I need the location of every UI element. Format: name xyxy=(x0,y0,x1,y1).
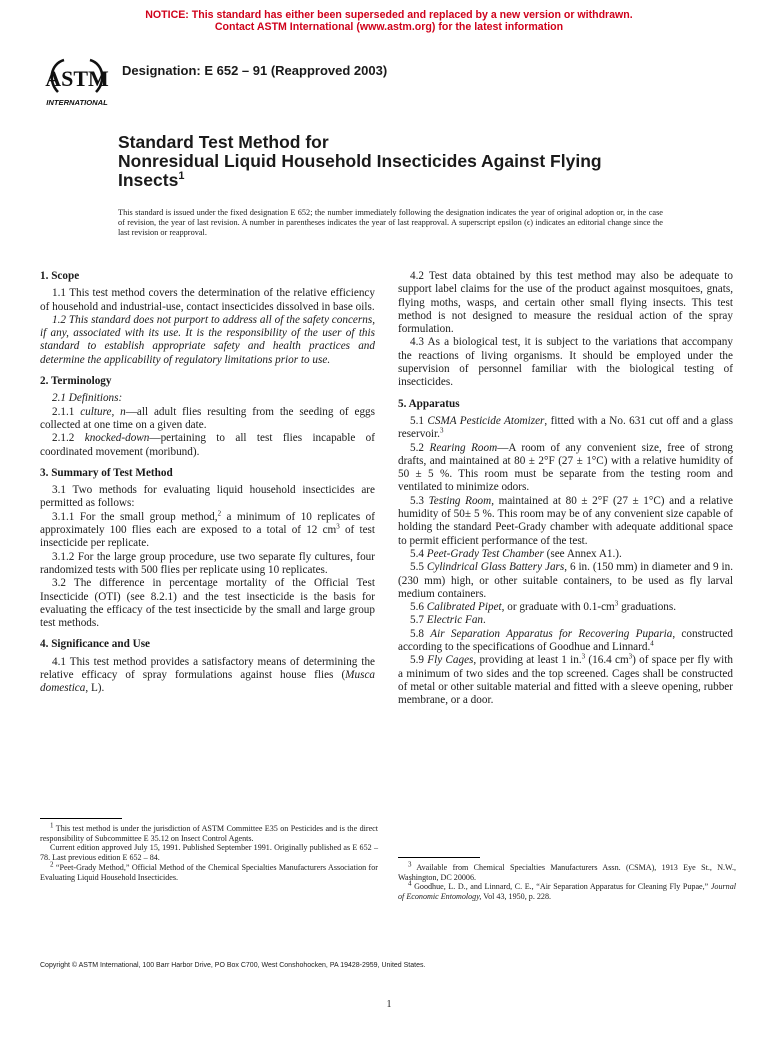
para-5-1: 5.1 CSMA Pesticide Atomizer, fitted with a No. 631 cut off and a glass reservoir.$^3$ xyxy=(398,414,733,441)
footnote-4: $^4$ Goodhue, L. D., and Linnard, C. E., “Air Separation Apparatus for Cleaning Fly Pupae,” Journal of Economic Entomology, Vol 43, 1950, p. 228. xyxy=(398,879,736,902)
para-5-7: 5.7 Electric Fan. xyxy=(410,614,486,627)
footnotes-right xyxy=(398,860,737,902)
para-2-1: 2.1 Definitions: xyxy=(52,392,123,405)
para-5-8: 5.8 Air Separation Apparatus for Recovering Puparia, constructed according to the specifications of Goodhue and Linnard.$^4$ xyxy=(398,627,734,654)
title-line-1: Standard Test Method for xyxy=(118,132,329,152)
para-4-2: 4.2 Test data obtained by this test method may also be adequate to support label claims for the use of the product against mosquitoes, gnats, flying moths, wasps, and certain other small flying insects. This test method is not designed to measure the residual action of the spray formulation. xyxy=(398,270,733,336)
section-4-heading: 4. Significance and Use xyxy=(40,638,151,651)
footnote-3: $^3$ Available from Chemical Specialties Manufacturers Assn. (CSMA), 1913 Eye St., N.W., Washington, DC 20006. xyxy=(398,860,737,882)
notice-line-1: NOTICE: This standard has either been superseded and replaced by a new version or withdrawn. xyxy=(145,9,633,21)
title-line-3: Insects$^1$ xyxy=(118,170,185,190)
section-1-heading: 1. Scope xyxy=(40,270,80,282)
footnote-2: $^2$ “Peet-Grady Method,” Official Method of the Chemical Specialties Manufacturers Association for Evaluating Liquid Household Insecticides. xyxy=(40,860,378,882)
footnote-1: $^1$ This test method is under the jurisdiction of ASTM Committee E35 on Pesticides and is the direct responsibility of Subcommittee E 35.12 on Insect Control Agents. xyxy=(40,821,378,843)
left-column xyxy=(40,270,375,696)
notice-line-2: Contact ASTM International (www.astm.org) for the latest information xyxy=(214,21,564,33)
para-3-1: 3.1 Two methods for evaluating liquid household insecticides are permitted as follows: xyxy=(40,484,375,510)
footnote-rule-right xyxy=(398,857,480,858)
para-3-2: 3.2 The difference in percentage mortality of the Official Test Insecticide (OTI) (see 8.2.1) and the test insecticide is the basis for evaluating the efficacy of the test insecticide by the small and large group test methods. xyxy=(40,577,375,630)
section-2-heading: 2. Terminology xyxy=(40,375,112,388)
astm-logo xyxy=(44,52,110,108)
para-5-3: 5.3 Testing Room, maintained at 80 ± 2°F (27 ± 1°C) and a relative humidity of 50± 5 %. This room may be of any convenient size capable of holding the standard Peet-Grady chamber with adequate additional space to permit efficient performance of the test. xyxy=(398,494,733,547)
withdrawal-notice xyxy=(0,9,778,33)
section-5-heading: 5. Apparatus xyxy=(398,397,460,410)
logo-letters: ASTM xyxy=(45,66,109,91)
footnote-1-edition: Current edition approved July 15, 1991. Published September 1991. Originally published as E 652 – 78. Last previous edition E 652 – 84. xyxy=(40,843,378,863)
page-number: 1 xyxy=(386,999,392,1010)
para-1-1: 1.1 This test method covers the determination of the relative efficiency of household and industrial-use, contact insecticides dissolved in base oils. xyxy=(40,287,375,313)
copyright-line: Copyright © ASTM International, 100 Barr Harbor Drive, PO Box C700, West Conshohocken, PA 19428-2959, United States. xyxy=(40,962,426,969)
document-title xyxy=(118,133,738,190)
para-4-1: 4.1 This test method provides a satisfactory means of determining the relative efficacy of spray formulations against house flies (Musca domestica, L). xyxy=(40,655,375,695)
para-5-9: 5.9 Fly Cages, providing at least 1 in.$^3$ (16.4 $cm^3$) of space per fly with a minimum of two sides and the top screened. Cages shall be constructed of metal or other suitable material and fitted with a sleeve opening, rubber membrane, or a door. xyxy=(398,652,733,707)
designation: Designation: E 652 – 91 (Reapproved 2003) xyxy=(122,63,388,78)
para-5-6: 5.6 Calibrated Pipet, or graduate with $0.1-cm^3$ graduations. xyxy=(410,599,677,614)
footnotes-left xyxy=(40,821,378,882)
para-2-1-1: 2.1.1 culture, n—all adult flies resulting from the seeding of eggs collected at one time on a given date. xyxy=(40,405,376,431)
para-3-1-2: 3.1.2 For the large group procedure, use two separate fly cultures, four randomized tests with 500 flies per replicate using 10 replicates. xyxy=(40,550,375,576)
preamble: This standard is issued under the fixed designation E 652; the number immediately following the designation indicates the year of original adoption or, in the case of revision, the year of last revision. A number in parentheses indicates the year of last reapproval. A superscript epsilon (ϵ) indicates an editorial change since the last revision or reapproval. xyxy=(118,208,663,238)
title-footnote-ref: 1 xyxy=(178,170,185,183)
title-line-2: Nonresidual Liquid Household Insecticides Against Flying xyxy=(118,151,602,171)
para-4-3: 4.3 As a biological test, it is subject to the variations that accompany the reactions of living organisms. It should be employed under the supervision of personnel familiar with the biological testing of insecticides. xyxy=(398,336,733,389)
para-5-5: 5.5 Cylindrical Glass Battery Jars, 6 in. (150 mm) in diameter and 9 in. (230 mm) high, or other suitable containers, to be used as fly larval medium containers. xyxy=(398,561,733,600)
para-3-1-1: 3.1.1 For the small group method,$^2$ a minimum of 10 replicates of approximately 100 flies each are exposed to a total of 12 $cm^3$ of test insecticide per replicate. xyxy=(40,509,375,550)
section-3-heading: 3. Summary of Test Method xyxy=(40,466,173,479)
footnote-rule-left xyxy=(40,818,122,819)
para-2-1-2: 2.1.2 knocked-down—pertaining to all test flies incapable of coordinated movement (moribund). xyxy=(40,432,376,458)
para-5-4: 5.4 Peet-Grady Test Chamber (see Annex A1.). xyxy=(410,547,622,560)
logo-caption: INTERNATIONAL xyxy=(46,98,108,107)
para-5-2: 5.2 Rearing Room—A room of any convenient size, free of strong drafts, and maintained at 80 ± 2°F (27 ± 1°C) with a relative humidity of 50 ± 5 %. This room must be separate from the testing room and ventilated to minimize odors. xyxy=(398,441,734,494)
para-1-2: 1.2 This standard does not purport to address all of the safety concerns, if any, associated with its use. It is the responsibility of the user of this standard to establish appropriate safety and health practices and determine the applicability of regulatory limitations prior to use. xyxy=(40,313,375,366)
right-column xyxy=(398,270,733,708)
